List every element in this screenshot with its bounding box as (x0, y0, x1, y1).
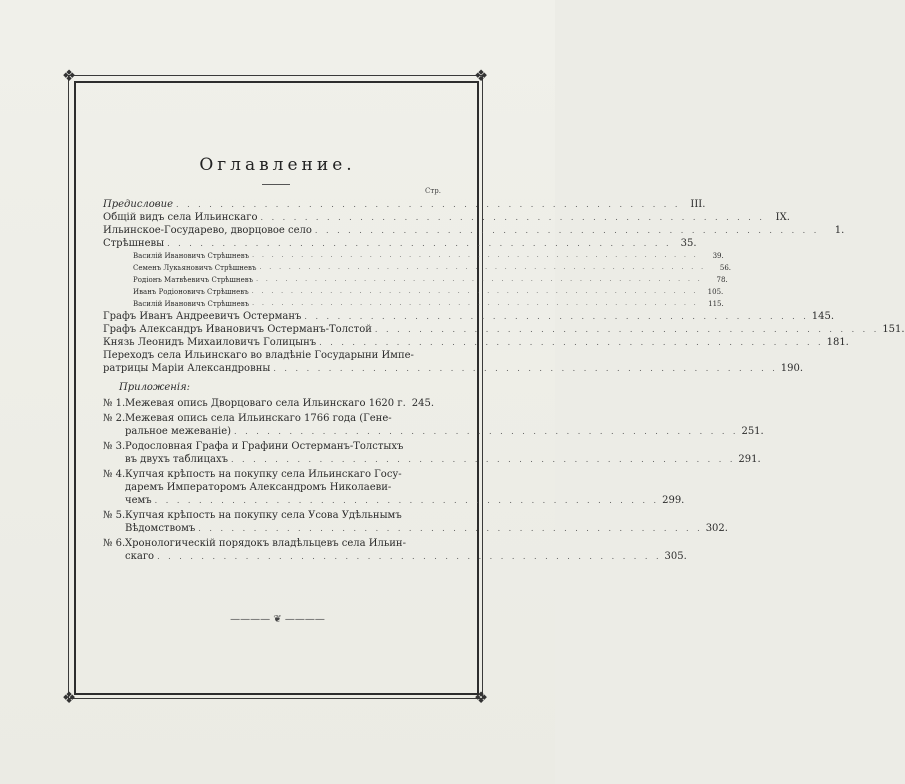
toc-entry (103, 336, 849, 349)
appendix-number: № 4. (103, 469, 126, 480)
toc-entry-page: 151. (882, 324, 905, 335)
toc-entry-title: Предисловие (103, 199, 173, 210)
leader-dots: . . . . . . . . . . . . . . . . . . . . . . . . . . . . . . . . . . . . . . . . . . . . . . (230, 455, 736, 464)
toc-entry-page: 245. (411, 398, 435, 409)
toc-entry-page: 56. (719, 264, 731, 272)
toc-entry-title: Иванъ Родіоновичъ Стрѣшневъ (133, 288, 249, 296)
toc-entry-line: Переходъ села Ильинскаго во владѣніе Государыни Импе- (103, 350, 414, 361)
appendix-number: № 6. (103, 538, 126, 549)
toc-entry-title: Семенъ Лукьяновичъ Стрѣшневъ (133, 264, 257, 272)
toc-entry (103, 211, 790, 224)
page-column-label: Стр. (425, 187, 441, 195)
toc-entry-line (103, 537, 431, 550)
leader-dots: . . . . . . . . . . . . . . . . . . . . . . . . . . . . . . . . . . . . . . . . . . . . . . (198, 524, 703, 533)
leader-dots: . . . . . . . . . . . . . . . . . . . . . . . . . . . . . . . . . . . . . . . . . . . . . . (154, 496, 660, 505)
toc-entry-title: Хронологическій порядокъ владѣльцевъ села Ильин- (125, 538, 406, 549)
toc-entry-title: ральное межеваніе) (125, 426, 232, 437)
toc-entry-title: Родословная Графа и Графини Остерманъ-Толстыхъ (125, 441, 404, 452)
toc-entry-line (103, 509, 431, 522)
leader-dots: . . . . . . . . . . . . . . . . . . . . . . . . . . . . . . . . . . . . . . . . . . . . . . (252, 300, 699, 307)
toc-entry-page: III. (690, 199, 706, 210)
appendix-item (103, 468, 685, 507)
toc-entries (103, 198, 905, 375)
table-of-contents (103, 198, 905, 563)
ornament-divider-icon: ———— ❦ ———— (230, 614, 325, 625)
appendix-number: № 3. (103, 441, 126, 452)
toc-entry (103, 298, 724, 310)
toc-entry-title: Родіонъ Матвѣевичъ Стрѣшневъ (133, 276, 254, 284)
toc-entry-line (103, 440, 431, 453)
toc-entry (103, 453, 761, 466)
toc-entry-title: Князь Леонидъ Михаиловичъ Голицынъ (103, 337, 317, 348)
appendix-number: № 2. (103, 413, 126, 424)
leader-dots: . . . . . . . . . . . . . . . . . . . . . . . . . . . . . . . . . . . . . . . . . . . . . . (176, 200, 681, 209)
toc-entry-title: Межевая опись Дворцоваго села Ильинскаго 1620 г. (125, 398, 406, 409)
toc-entry-title: Общій видъ села Ильинскаго (103, 212, 258, 223)
leader-dots: . . . . . . . . . . . . . . . . . . . . . . . . . . . . . . . . . . . . . . . . . . . . . . (273, 364, 778, 373)
leader-dots: . . . . . . . . . . . . . . . . . . . . . . . . . . . . . . . . . . . . . . . . . . . . . . (319, 338, 824, 347)
toc-entry-title: скаго (125, 551, 155, 562)
toc-entry (103, 262, 731, 274)
toc-entry (103, 323, 905, 336)
toc-entry-page: IX. (775, 212, 790, 223)
appendix-item (103, 537, 687, 563)
toc-entry-page: 251. (741, 426, 764, 437)
corner-ornament-icon: ❖ (473, 688, 489, 707)
toc-entry (103, 198, 706, 211)
leader-dots: . . . . . . . . . . . . . . . . . . . . . . . . . . . . . . . . . . . . . . . . . . . . . . (374, 325, 880, 334)
toc-entry-page: 1. (834, 225, 845, 236)
toc-entry-page: 181. (826, 337, 849, 348)
toc-entry (103, 550, 687, 563)
toc-entry-title: ратрицы Маріи Александровны (103, 363, 271, 374)
leader-dots: . . . . . . . . . . . . . . . . . . . . . . . . . . . . . . . . . . . . . . . . . . . . . . (167, 239, 672, 248)
corner-ornament-icon: ❖ (61, 688, 77, 707)
toc-entry-title: Межевая опись села Ильинскаго 1766 года (Гене- (125, 413, 392, 424)
toc-entry-page: 78. (716, 276, 728, 284)
corner-ornament-icon: ❖ (61, 66, 77, 85)
toc-entry (103, 425, 764, 438)
toc-entry-title: Ильинское-Государево, дворцовое село (103, 225, 312, 236)
appendix-item (103, 509, 728, 535)
toc-entry-page: 105. (707, 288, 724, 296)
toc-entry-page: 190. (780, 363, 804, 374)
leader-dots: . . . . . . . . . . . . . . . . . . . . . . . . . . . . . . . . . . . . . . . . . . . . . . (314, 226, 820, 235)
appendix-number: № 1. (103, 398, 126, 409)
appendix-item (103, 440, 761, 466)
toc-entry-title: Купчая крѣпость на покупку села Усова Удѣльнымъ (125, 510, 402, 521)
leader-dots: . . . . . . . . . . . . . . . . . . . . . . . . . . . . . . . . . . . . . . . . . . . . . . (251, 288, 699, 295)
toc-entry-page: 39. (712, 252, 724, 260)
toc-entry (103, 397, 435, 410)
toc-entry-page: 115. (708, 300, 724, 308)
toc-entry (103, 362, 804, 375)
toc-entry-page: 145. (811, 311, 835, 322)
toc-entry-title: Стрѣшневы (103, 238, 165, 249)
appendix-heading: Приложенія: (119, 382, 191, 393)
toc-entry (103, 250, 724, 262)
toc-entry-line (103, 412, 431, 425)
leader-dots: . . . . . . . . . . . . . . . . . . . . . . . . . . . . . . . . . . . . . . . . . . . . . . (234, 427, 739, 436)
page-title: Оглавление. (199, 155, 356, 175)
toc-entry (103, 522, 728, 535)
toc-entry-title: Графъ Александръ Ивановичъ Остерманъ-Толстой (103, 324, 372, 335)
toc-entry-title: Купчая крѣпость на покупку села Ильинскаго Госу- (125, 469, 402, 480)
toc-entry-line: даремъ Императоромъ Александромъ Николаеви- (125, 482, 392, 493)
leader-dots: . . . . . . . . . . . . . . . . . . . . . . . . . . . . . . . . . . . . . . . . . . . . . . (260, 213, 765, 222)
toc-entry-title: Графъ Иванъ Андреевичъ Остерманъ (103, 311, 302, 322)
toc-entry-title: въ двухъ таблицахъ (125, 454, 228, 465)
toc-entry (103, 494, 685, 507)
toc-entry-page: 35. (680, 238, 697, 249)
toc-entry-title: Вѣдомствомъ (125, 523, 196, 534)
leader-dots: . . . . . . . . . . . . . . . . . . . . . . . . . . . . . . . . . . . . . . . . . . . . . . (252, 252, 699, 259)
toc-entry-title: чемъ (125, 495, 152, 506)
appendix-item (103, 397, 435, 410)
leader-dots: . . . . . . . . . . . . . . . . . . . . . . . . . . . . . . . . . . . . . . . . . . . . . . (304, 312, 809, 321)
leader-dots: . . . . . . . . . . . . . . . . . . . . . . . . . . . . . . . . . . . . . . . . . . . . . . (157, 552, 662, 561)
toc-entry-page: 305. (664, 551, 687, 562)
toc-entry (103, 286, 724, 298)
toc-entry (103, 237, 697, 250)
leader-dots: . . . . . . . . . . . . . . . . . . . . . . . . . . . . . . . . . . . . . . . . . . . . . . (256, 276, 703, 283)
toc-entry-page: 302. (705, 523, 728, 534)
appendix-number: № 5. (103, 510, 126, 521)
toc-entry (103, 224, 845, 237)
leader-dots: . . . . . . . . . . . . . . . . . . . . . . . . . . . . . . . . . . . . . . . . . . . . . . (259, 264, 706, 271)
toc-entry (103, 310, 835, 323)
toc-entry-line (103, 468, 431, 481)
toc-entry-title: Василій Ивановичъ Стрѣшневъ (133, 300, 250, 308)
appendix-entries (103, 397, 764, 563)
corner-ornament-icon: ❖ (473, 66, 489, 85)
toc-entry (103, 274, 728, 286)
title-divider (262, 184, 290, 185)
toc-entry-title: Василій Ивановичъ Стрѣшневъ (133, 252, 250, 260)
appendix-item (103, 412, 764, 438)
toc-entry-page: 291. (738, 454, 761, 465)
toc-entry-page: 299. (662, 495, 685, 506)
